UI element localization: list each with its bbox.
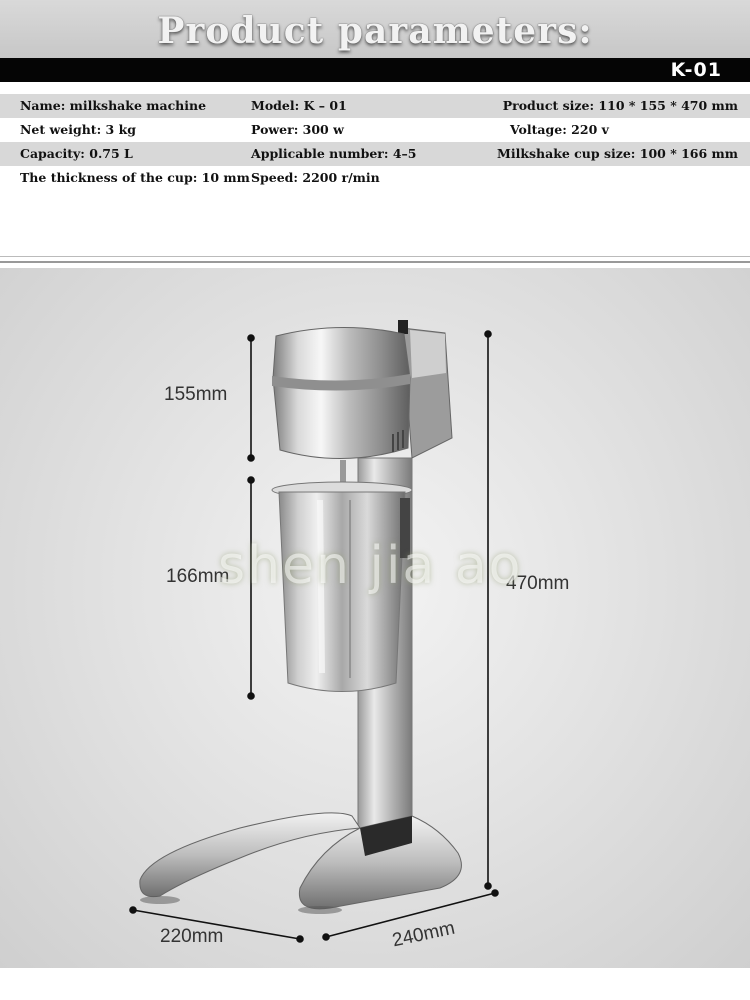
spec-cell: Power: 300 w <box>251 122 344 137</box>
spec-cell: The thickness of the cup: 10 mm <box>20 170 250 185</box>
model-bar <box>0 58 750 82</box>
watermark: shen jia ao <box>218 536 523 596</box>
total-height-label: 470mm <box>506 573 570 594</box>
model-badge: K-01 <box>670 59 722 81</box>
base-width-label: 220mm <box>160 926 224 947</box>
page-title: Product parameters: <box>157 10 593 52</box>
spec-cell: Name: milkshake machine <box>20 98 207 113</box>
spec-cell: Applicable number: 4–5 <box>251 146 417 161</box>
spec-cell: Net weight: 3 kg <box>20 122 136 137</box>
spec-cell: Milkshake cup size: 100 * 166 mm <box>496 146 738 161</box>
cup-height-label: 166mm <box>166 566 230 587</box>
spec-row <box>0 166 750 236</box>
spec-cell: Model: K – 01 <box>251 98 347 113</box>
spec-row <box>0 94 750 118</box>
head-height-label: 155mm <box>164 384 228 405</box>
spec-row <box>0 142 750 166</box>
spec-row <box>0 118 750 142</box>
table-bottom-divider <box>0 261 750 263</box>
milkshake-machine-illustration <box>0 268 750 968</box>
spec-cell: Capacity: 0.75 L <box>20 146 133 161</box>
product-photo <box>0 268 750 968</box>
spec-cell: Product size: 110 * 155 * 470 mm <box>502 98 738 113</box>
table-divider <box>0 256 750 257</box>
spec-cell: Voltage: 220 v <box>510 122 609 137</box>
spec-cell: Speed: 2200 r/min <box>251 170 380 185</box>
header-banner <box>0 0 750 58</box>
base-depth-label: 240mm <box>390 917 457 952</box>
spec-table <box>0 94 750 236</box>
bottom-strip <box>0 968 750 1000</box>
